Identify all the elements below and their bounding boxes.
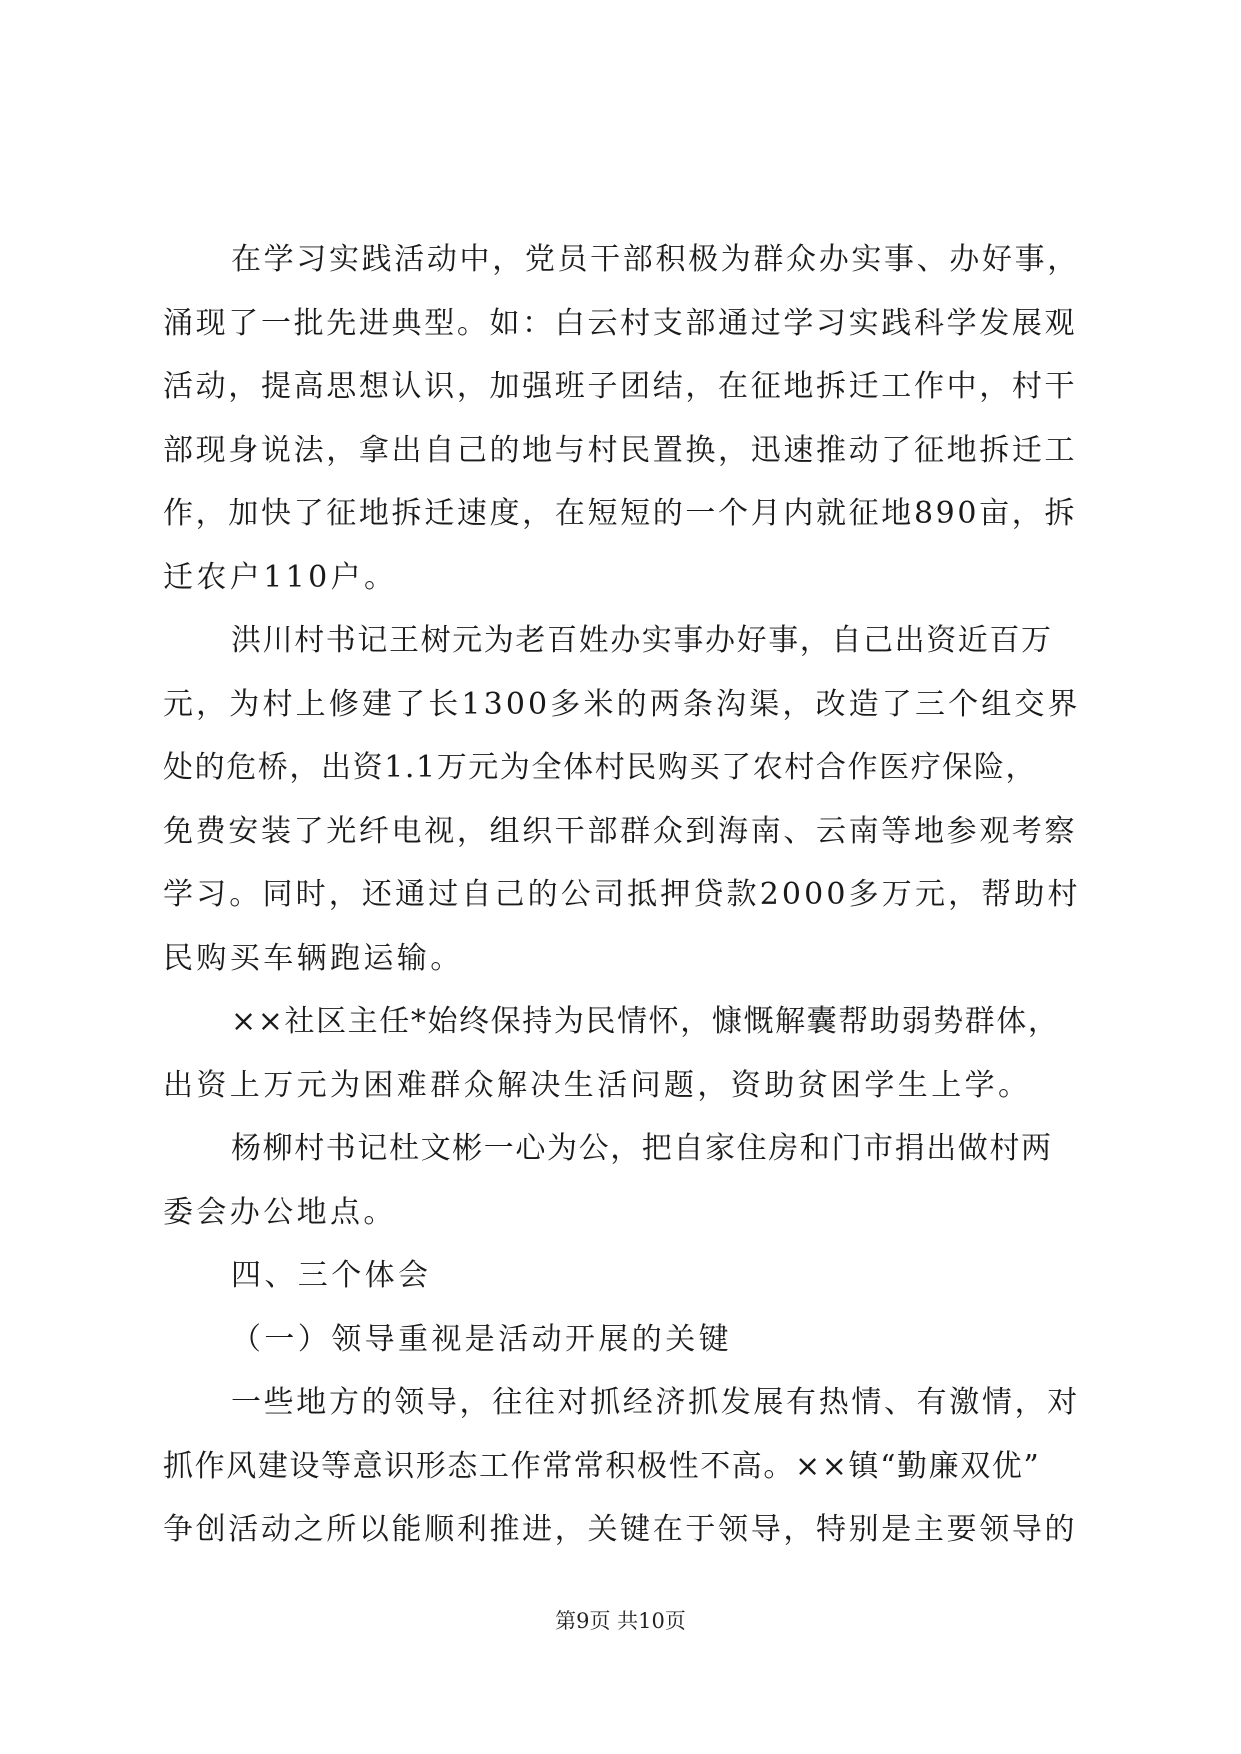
paragraph-line: 部现身说法，拿出自己的地与村民置换，迅速推动了征地拆迁工 (163, 432, 1078, 468)
paragraph-line: 活动，提高思想认识，加强班子团结，在征地拆迁工作中，村干 (163, 369, 1078, 404)
paragraph-line: 委会办公地点。 (163, 1194, 397, 1230)
paragraph-line: 学习。同时，还通过自己的公司抵押贷款2000多万元，帮助村 (163, 877, 1081, 912)
document-body (163, 228, 1083, 1562)
paragraph-line: 一些地方的领导，往往对抓经济抓发展有热情、有激情，对 (231, 1385, 1080, 1420)
paragraph-line: 处的危桥，出资1.1万元为全体村民购买了农村合作医疗保险， (163, 750, 1038, 785)
paragraph-line: 出资上万元为困难群众解决生活问题，资助贫困学生上学。 (163, 1067, 1032, 1103)
paragraph-line: 洪川村书记王树元为老百姓办实事办好事，自己出资近百万 (231, 623, 1053, 658)
page-number-footer: 第9页 共10页 (555, 1609, 686, 1633)
paragraph-line: 免费安装了光纤电视，组织干部群众到海南、云南等地参观考察 (163, 813, 1078, 849)
paragraph-line: 元，为村上修建了长1300多米的两条沟渠，改造了三个组交界 (163, 686, 1081, 722)
paragraph-line: 民购买车辆跑运输。 (163, 940, 464, 976)
paragraph-line: 抓作风建设等意识形态工作常常积极性不高。××镇“勤廉双优” (163, 1448, 1041, 1484)
paragraph-line: 在学习实践活动中，党员干部积极为群众办实事、办好事， (231, 242, 1080, 277)
subsection-heading: （一）领导重视是活动开展的关键 (231, 1321, 732, 1357)
section-heading: 四、三个体会 (231, 1258, 432, 1293)
paragraph-line: ××社区主任*始终保持为民情怀，慷慨解囊帮助弱势群体， (231, 1004, 1060, 1039)
paragraph-line: 作，加快了征地拆迁速度，在短短的一个月内就征地890亩，拆 (163, 496, 1078, 531)
paragraph-line: 涌现了一批先进典型。如：白云村支部通过学习实践科学发展观 (163, 305, 1078, 341)
paragraph-line: 杨柳村书记杜文彬一心为公，把自家住房和门市捐出做村两 (231, 1131, 1053, 1166)
paragraph-line: 迁农户110户。 (163, 559, 398, 595)
paragraph-line: 争创活动之所以能顺利推进，关键在于领导，特别是主要领导的 (163, 1512, 1078, 1547)
